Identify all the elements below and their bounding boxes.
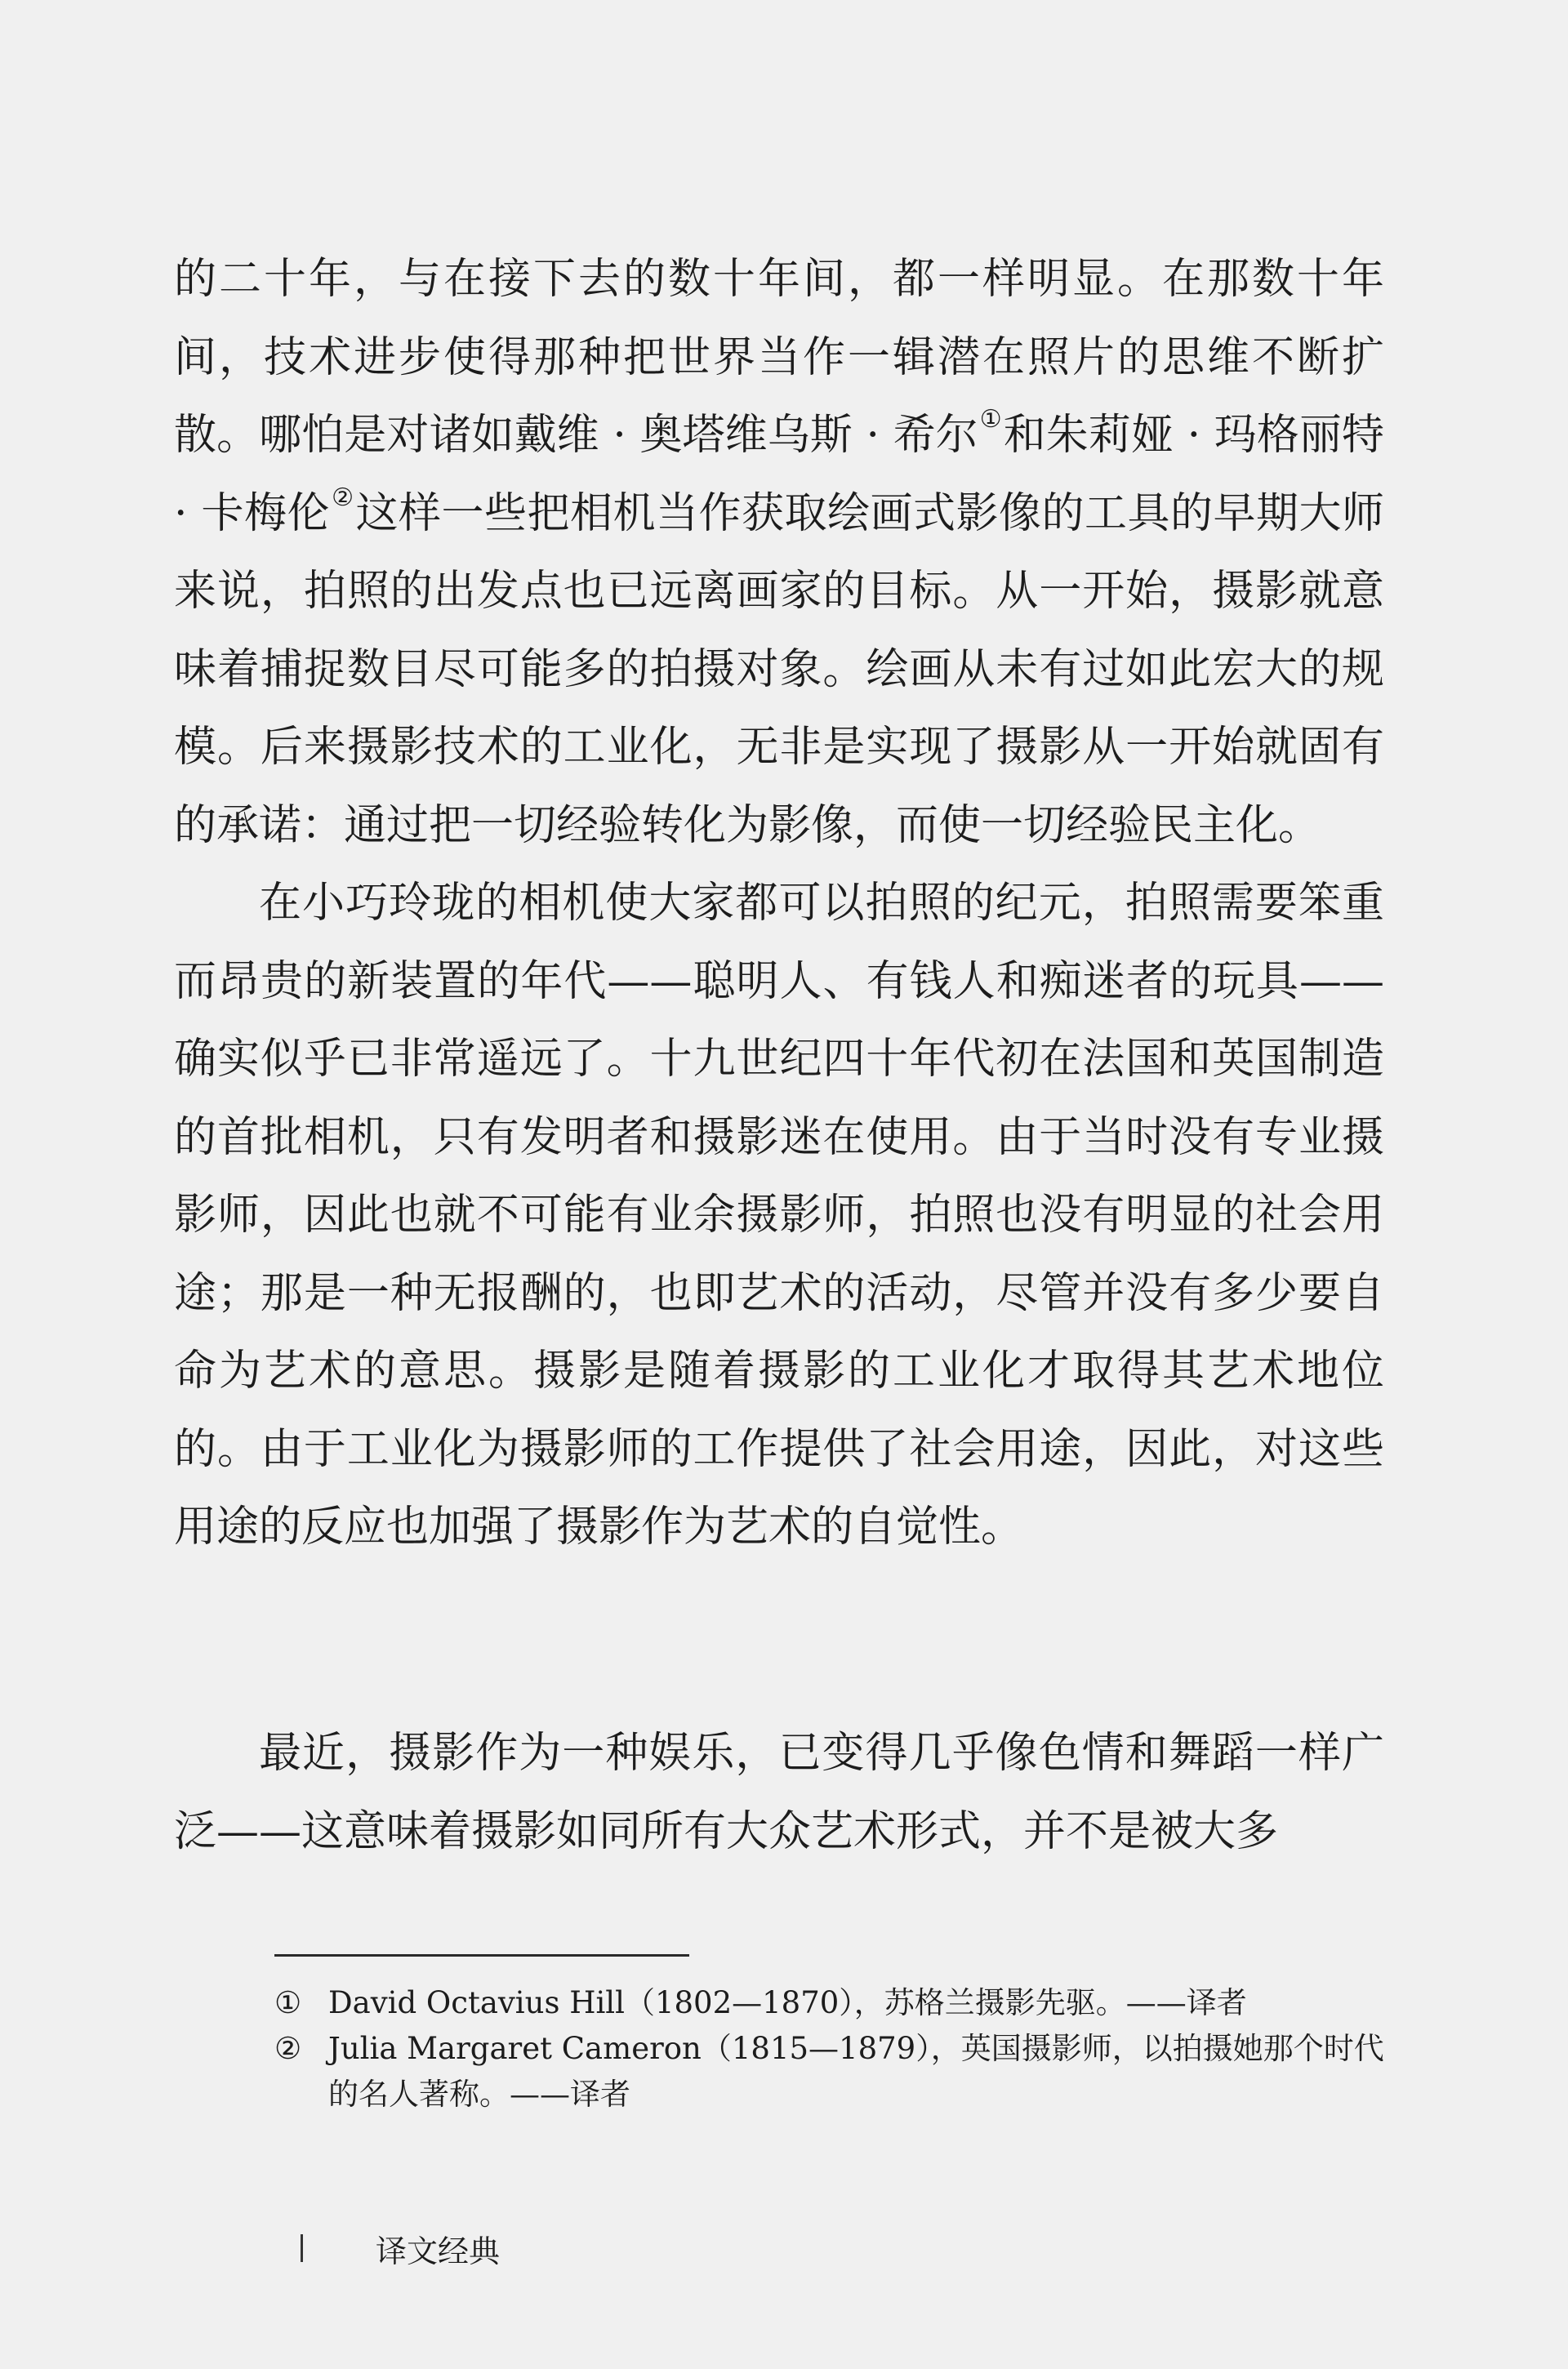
paragraph [174, 1715, 1384, 1871]
series-title: 译文经典 [376, 2233, 501, 2269]
body-text-block-2 [174, 1715, 1384, 1871]
footnote-text: Julia Margaret Cameron（1815—1879），英国摄影师，以拍摄她那个时代的名人著称。——译者 [328, 2031, 1384, 2112]
paragraph-text: 最近，摄影作为一种娱乐，已变得几乎像色情和舞蹈一样广泛——这意味着摄影如同所有大众艺术形式，并不是被大多 [174, 1729, 1384, 1856]
footnote-1 [274, 1980, 1385, 2026]
footnote-text: David Octavius Hill（1802—1870），苏格兰摄影先驱。——译者 [328, 1985, 1247, 2020]
paragraph-text: 在小巧玲珑的相机使大家都可以拍照的纪元，拍照需要笨重而昂贵的新装置的年代——聪明人、有钱人和痴迷者的玩具——确实似乎已非常遥远了。十九世纪四十年代初在法国和英国制造的首批相机，只有发明者和摄影迷在使用。由于当时没有专业摄影师，因此也就不可能有业余摄影师，拍照也没有明显的社会用途；那是一种无报酬的，也即艺术的活动，尽管并没有多少要自命为艺术的意思。摄影是随着摄影的工业化才取得其艺术地位的。由于工业化为摄影师的工作提供了社会用途，因此，对这些用途的反应也加强了摄影作为艺术的自觉性。 [174, 879, 1384, 1552]
footer-divider [301, 2234, 303, 2262]
footnote-marker: ① [274, 1985, 302, 2020]
paragraph-text: 的二十年，与在接下去的数十年间，都一样明显。在那数十年间，技术进步使得那种把世界当作一辑潜在照片的思维不断扩散。哪怕是对诸如戴维 · 奥塔维乌斯 · 希尔 [174, 255, 1384, 460]
body-text-block-1 [174, 241, 1384, 1567]
paragraph [174, 865, 1384, 1567]
paragraph [174, 241, 1384, 865]
paragraph-text: 这样一些把相机当作获取绘画式影像的工具的早期大师来说，拍照的出发点也已远离画家的目标。从一开始，摄影就意味着捕捉数目尽可能多的拍摄对象。绘画从未有过如此宏大的规模。后来摄影技术的工业化，无非是实现了摄影从一开始就固有的承诺：通过把一切经验转化为影像，而使一切经验民主化。 [174, 488, 1384, 850]
page-footer [301, 2221, 500, 2275]
footnote-reference: ② [332, 483, 354, 512]
footnote-reference: ① [979, 405, 1002, 434]
footnote-marker: ② [274, 2031, 302, 2066]
footnote-divider [274, 1954, 689, 1957]
footnote-2 [274, 2026, 1385, 2117]
paragraph-text: 和朱莉娅 · 玛格丽特 · 卡梅伦 [174, 411, 1384, 538]
footnotes [274, 1980, 1385, 2117]
